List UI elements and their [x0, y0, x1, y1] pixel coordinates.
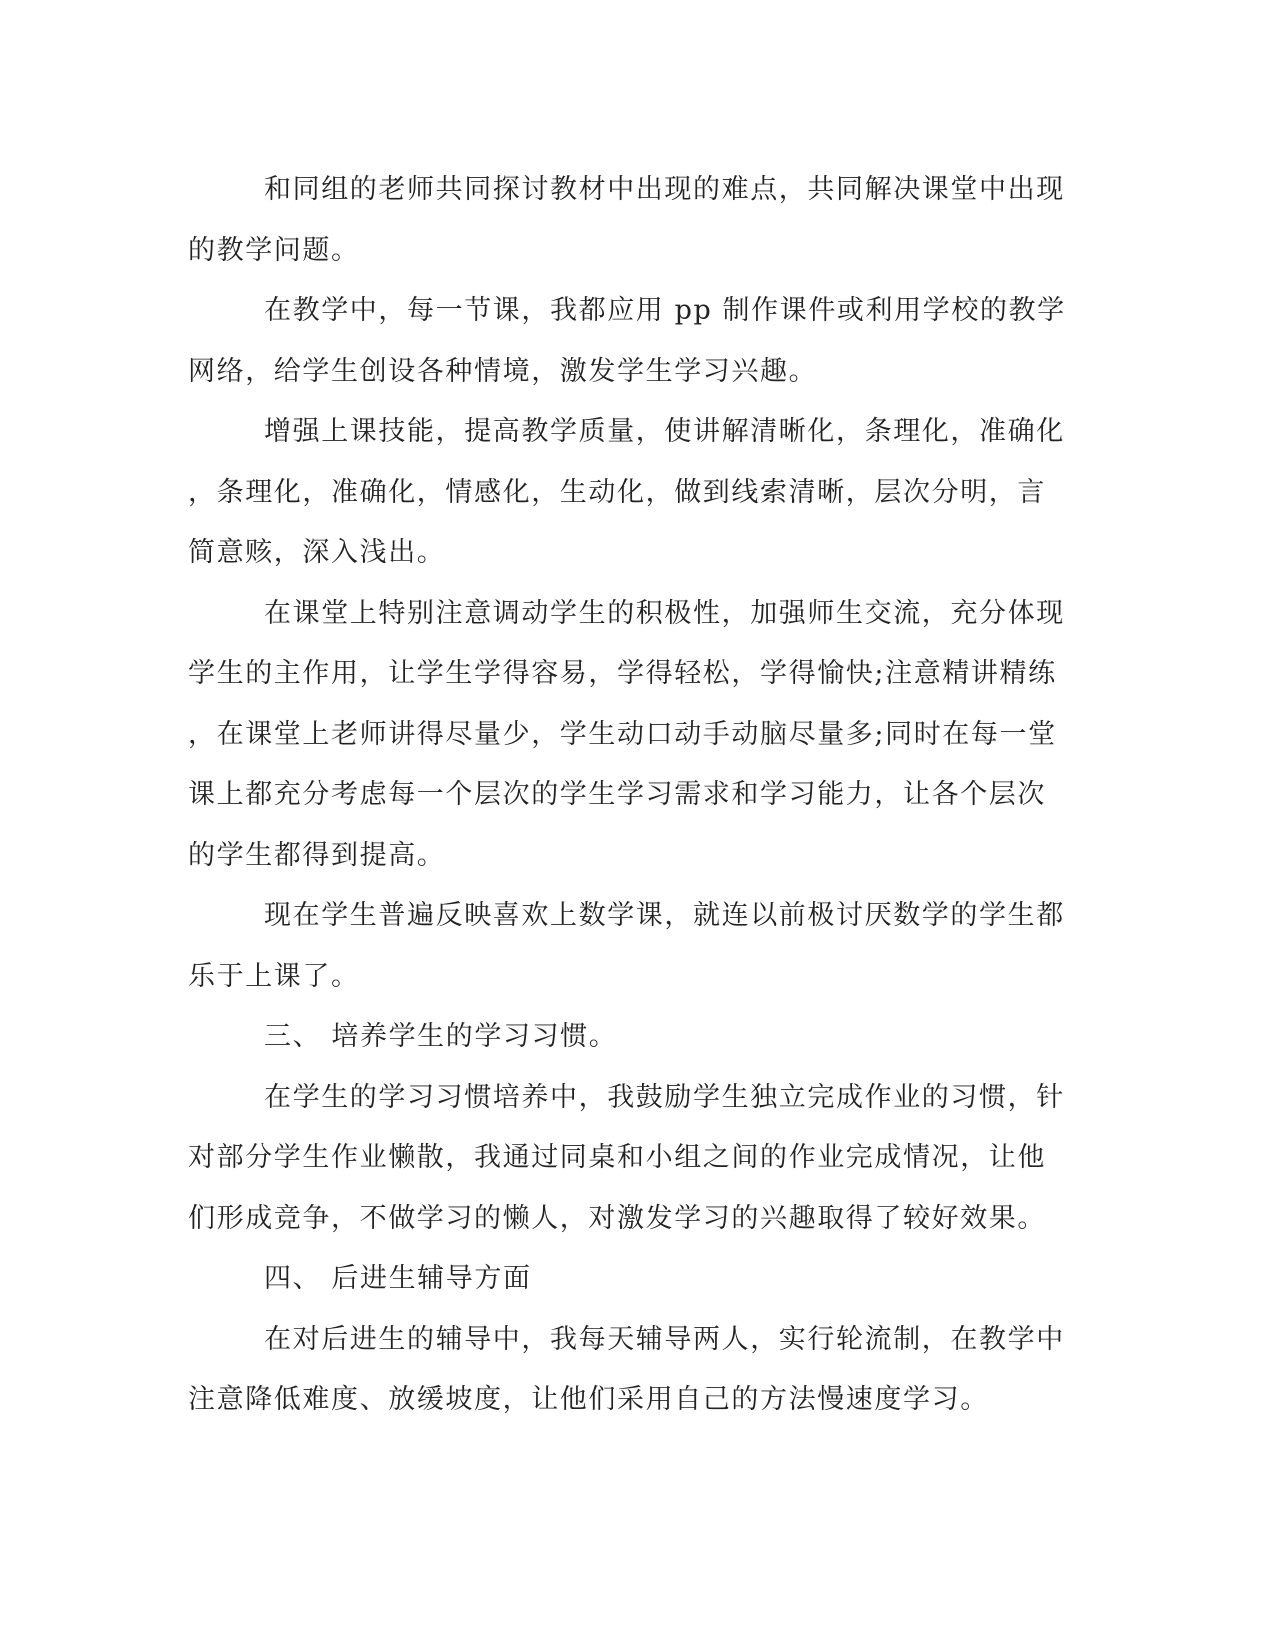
- text-line: 增强上课技能，提高教学质量，使讲解清晰化，条理化，准确化: [264, 416, 1065, 447]
- text-line: 在教学中，每一节课，我都应用 pp 制作课件或利用学校的教学: [264, 295, 1066, 326]
- text-line: 课上都充分考虑每一个层次的学生学习需求和学习能力，让各个层次: [188, 779, 1046, 810]
- text-line: ，条理化，准确化，情感化，生动化，做到线索清晰，层次分明，言: [188, 476, 1046, 508]
- text-line: 乐于上课了。: [188, 960, 360, 992]
- text-line: 的学生都得到提高。: [188, 839, 446, 871]
- text-line: 学生的主作用，让学生学得容易，学得轻松，学得愉快;注意精讲精练: [188, 658, 1057, 689]
- document-body: [188, 160, 1068, 1431]
- text-line: 简意赅，深入浅出。: [188, 537, 446, 568]
- text-line: 在学生的学习习惯培养中，我鼓励学生独立完成作业的习惯，针: [264, 1081, 1065, 1113]
- text-line: 在对后进生的辅导中，我每天辅导两人，实行轮流制，在教学中: [264, 1323, 1065, 1355]
- text-line: 的教学问题。: [188, 234, 360, 266]
- text-line: 和同组的老师共同探讨教材中出现的难点，共同解决课堂中出现: [264, 174, 1065, 205]
- text-line: 们形成竞争，不做学习的懒人，对激发学习的兴趣取得了较好效果。: [188, 1202, 1046, 1234]
- text-line: ，在课堂上老师讲得尽量少，学生动口动手动脑尽量多;同时在每一堂: [188, 718, 1057, 750]
- text-line: 网络，给学生创设各种情境，激发学生学习兴趣。: [188, 355, 818, 387]
- section-heading: 四、 后进生辅导方面: [264, 1263, 532, 1294]
- text-line: 对部分学生作业懒散，我通过同桌和小组之间的作业完成情况，让他: [188, 1142, 1046, 1173]
- text-line: 现在学生普遍反映喜欢上数学课，就连以前极讨厌数学的学生都: [264, 900, 1065, 931]
- section-heading: 三、 培养学生的学习习惯。: [264, 1021, 618, 1052]
- text-line: 注意降低难度、放缓坡度，让他们采用自己的方法慢速度学习。: [188, 1384, 989, 1415]
- text-line: 在课堂上特别注意调动学生的积极性，加强师生交流，充分体现: [264, 597, 1065, 629]
